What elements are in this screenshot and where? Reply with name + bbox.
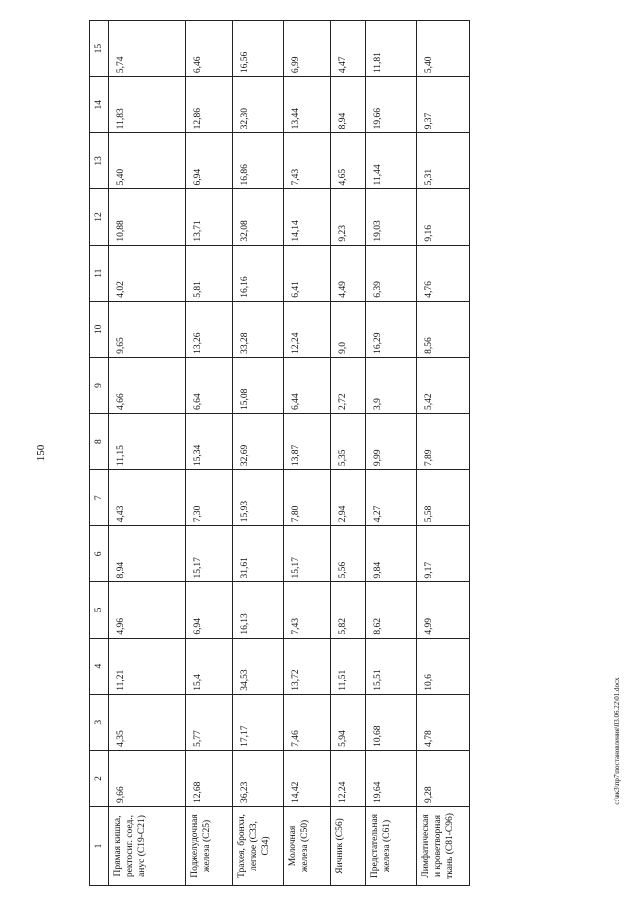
table-cell: 8,62 — [366, 582, 417, 638]
column-header: 2 — [90, 750, 109, 806]
column-header: 8 — [90, 414, 109, 470]
table-cell: 36,23 — [233, 750, 284, 806]
header-row — [90, 21, 109, 886]
table-cell: 32,69 — [233, 414, 284, 470]
table-cell: 5,35 — [331, 414, 366, 470]
table-cell: 5,81 — [186, 245, 233, 301]
table-cell: 16,56 — [233, 21, 284, 77]
table-cell: 5,74 — [109, 21, 186, 77]
table-cell: 4,96 — [109, 582, 186, 638]
table-cell: 12,24 — [331, 750, 366, 806]
table-cell: 4,78 — [417, 694, 470, 750]
table-cell: 11,83 — [109, 77, 186, 133]
table-cell: 34,53 — [233, 638, 284, 694]
table-cell: 7,43 — [284, 582, 331, 638]
table-row — [366, 21, 417, 886]
column-header: 9 — [90, 357, 109, 413]
statistics-table — [89, 20, 470, 886]
table-cell: 8,94 — [109, 526, 186, 582]
table-cell: 4,65 — [331, 133, 366, 189]
table-cell: 15,08 — [233, 357, 284, 413]
table-cell: 11,51 — [331, 638, 366, 694]
table-cell: 14,14 — [284, 189, 331, 245]
table-row — [331, 21, 366, 886]
table-cell: 4,99 — [417, 582, 470, 638]
table-cell: 9,65 — [109, 301, 186, 357]
table-cell: 3,9 — [366, 357, 417, 413]
table-cell: 13,71 — [186, 189, 233, 245]
table-cell: 6,64 — [186, 357, 233, 413]
table-cell: 11,21 — [109, 638, 186, 694]
table-cell: 9,23 — [331, 189, 366, 245]
table-cell: 9,17 — [417, 526, 470, 582]
column-header: 15 — [90, 21, 109, 77]
table-cell: 15,17 — [186, 526, 233, 582]
table-cell: 4,02 — [109, 245, 186, 301]
table-cell: 9,84 — [366, 526, 417, 582]
row-label: Яичник (С56) — [331, 807, 366, 886]
table-cell: 5,42 — [417, 357, 470, 413]
table-cell: 16,29 — [366, 301, 417, 357]
table-cell: 33,28 — [233, 301, 284, 357]
table-cell: 15,93 — [233, 470, 284, 526]
row-label: Трахея, бронхи, легкое (С33, С34) — [233, 807, 284, 886]
table-cell: 16,13 — [233, 582, 284, 638]
column-header: 6 — [90, 526, 109, 582]
table-cell: 13,87 — [284, 414, 331, 470]
column-header: 12 — [90, 189, 109, 245]
row-label: Прямая кишка, ректосиг. соед., анус (С19-С21) — [109, 807, 186, 886]
table-cell: 9,99 — [366, 414, 417, 470]
table-row — [233, 21, 284, 886]
table-cell: 12,86 — [186, 77, 233, 133]
table-cell: 5,40 — [417, 21, 470, 77]
table-row — [109, 21, 186, 886]
table-cell: 9,28 — [417, 750, 470, 806]
column-header: 1 — [90, 807, 109, 886]
table-cell: 15,51 — [366, 638, 417, 694]
table-cell: 13,26 — [186, 301, 233, 357]
table-cell: 7,43 — [284, 133, 331, 189]
table-cell: 16,86 — [233, 133, 284, 189]
table-cell: 5,40 — [109, 133, 186, 189]
column-header: 7 — [90, 470, 109, 526]
table-cell: 31,61 — [233, 526, 284, 582]
table-cell: 5,82 — [331, 582, 366, 638]
table-cell: 6,44 — [284, 357, 331, 413]
table-cell: 4,49 — [331, 245, 366, 301]
column-header: 10 — [90, 301, 109, 357]
column-header: 4 — [90, 638, 109, 694]
column-header: 14 — [90, 77, 109, 133]
table-cell: 7,80 — [284, 470, 331, 526]
table-cell: 6,99 — [284, 21, 331, 77]
table-cell: 7,46 — [284, 694, 331, 750]
table-row — [417, 21, 470, 886]
table-cell: 6,46 — [186, 21, 233, 77]
table-row — [186, 21, 233, 886]
table-cell: 9,37 — [417, 77, 470, 133]
page-number: 150 — [35, 444, 47, 462]
table-cell: 4,43 — [109, 470, 186, 526]
column-header: 5 — [90, 582, 109, 638]
table-cell: 14,42 — [284, 750, 331, 806]
table-cell: 6,39 — [366, 245, 417, 301]
table-cell: 6,41 — [284, 245, 331, 301]
table-cell: 15,34 — [186, 414, 233, 470]
table-cell: 10,88 — [109, 189, 186, 245]
table-container — [89, 20, 455, 886]
table-cell: 4,76 — [417, 245, 470, 301]
table-cell: 32,30 — [233, 77, 284, 133]
table-cell: 32,08 — [233, 189, 284, 245]
table-cell: 4,27 — [366, 470, 417, 526]
table-cell: 8,94 — [331, 77, 366, 133]
table-cell: 6,94 — [186, 133, 233, 189]
table-cell: 5,31 — [417, 133, 470, 189]
column-header: 13 — [90, 133, 109, 189]
table-cell: 10,68 — [366, 694, 417, 750]
table-cell: 4,35 — [109, 694, 186, 750]
table-cell: 13,72 — [284, 638, 331, 694]
table-cell: 5,58 — [417, 470, 470, 526]
table-cell: 5,77 — [186, 694, 233, 750]
table-cell: 5,56 — [331, 526, 366, 582]
table-cell: 7,30 — [186, 470, 233, 526]
row-label: Предстательная железа (С61) — [366, 807, 417, 886]
table-row — [284, 21, 331, 886]
table-cell: 9,16 — [417, 189, 470, 245]
column-header: 11 — [90, 245, 109, 301]
table-cell: 17,17 — [233, 694, 284, 750]
table-cell: 11,15 — [109, 414, 186, 470]
table-cell: 4,47 — [331, 21, 366, 77]
table-cell: 2,94 — [331, 470, 366, 526]
table-cell: 8,56 — [417, 301, 470, 357]
table-cell: 5,94 — [331, 694, 366, 750]
table-cell: 11,81 — [366, 21, 417, 77]
column-header: 3 — [90, 694, 109, 750]
table-cell: 7,89 — [417, 414, 470, 470]
table-cell: 9,0 — [331, 301, 366, 357]
table-cell: 6,94 — [186, 582, 233, 638]
table-cell: 10,6 — [417, 638, 470, 694]
row-label: Поджелудочная железа (С25) — [186, 807, 233, 886]
file-path-footer: c:\вк3\пр7\постановления\03.06.22\01.docx — [613, 677, 621, 805]
table-cell: 16,16 — [233, 245, 284, 301]
row-label: Лимфатическая и кроветворная ткань (С81-С96) — [417, 807, 470, 886]
table-cell: 19,64 — [366, 750, 417, 806]
table-cell: 9,66 — [109, 750, 186, 806]
table-cell: 12,24 — [284, 301, 331, 357]
table-cell: 13,44 — [284, 77, 331, 133]
table-cell: 19,66 — [366, 77, 417, 133]
table-cell: 2,72 — [331, 357, 366, 413]
row-label: Молочная железа (С50) — [284, 807, 331, 886]
table-cell: 15,4 — [186, 638, 233, 694]
table-cell: 15,17 — [284, 526, 331, 582]
table-cell: 11,44 — [366, 133, 417, 189]
table-cell: 12,68 — [186, 750, 233, 806]
table-cell: 19,03 — [366, 189, 417, 245]
table-cell: 4,66 — [109, 357, 186, 413]
